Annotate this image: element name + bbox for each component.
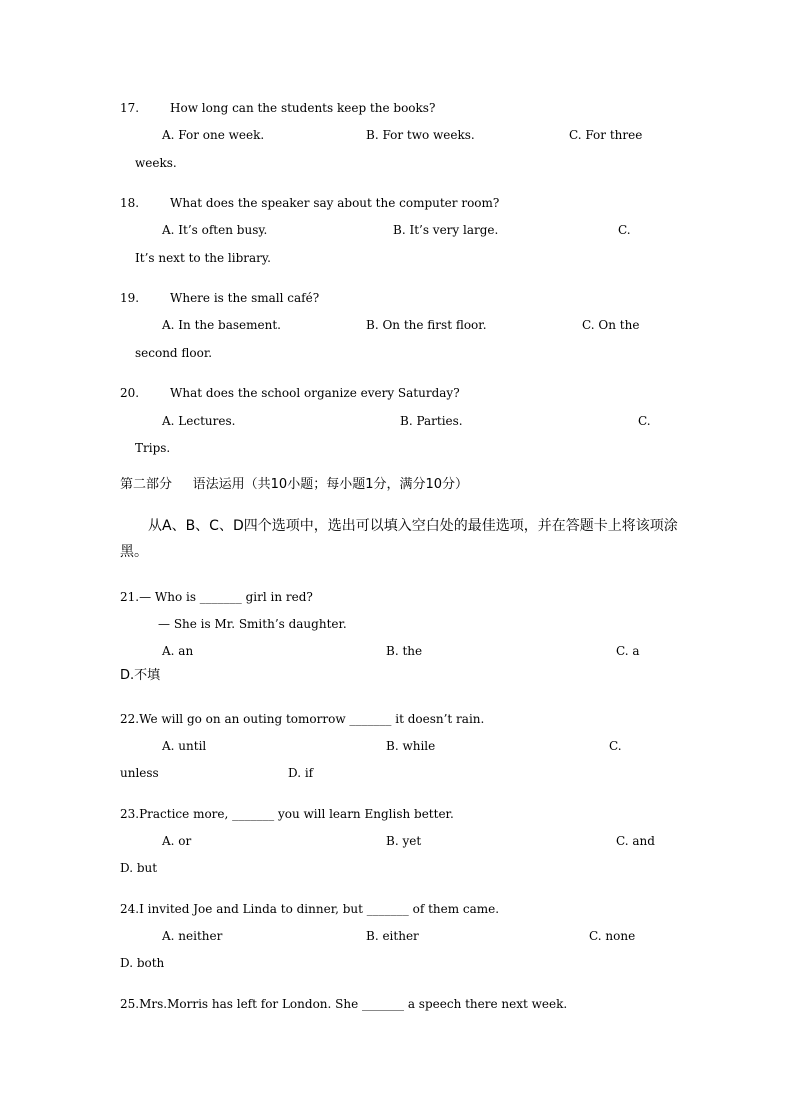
question-17-option-b: B. For two weeks.: [366, 128, 475, 142]
question-24-option-b: B. either: [366, 929, 419, 943]
question-22-option-b: B. while: [386, 739, 436, 753]
question-23-option-c: C. and: [616, 834, 655, 848]
question-25-stem: 25.Mrs.Morris has left for London. She _______ a speech there next week.: [120, 997, 568, 1011]
question-19-number: 19.: [120, 291, 140, 305]
question-20-option-b: B. Parties.: [400, 414, 463, 428]
question-22-option-d: D. if: [288, 766, 314, 780]
question-18-option-b: B. It’s very large.: [393, 223, 499, 237]
question-23-option-d: D. but: [120, 861, 158, 875]
question-22-option-a: A. until: [162, 739, 207, 753]
question-21-reply: — She is Mr. Smith’s daughter.: [158, 617, 347, 631]
question-24-option-a: A. neither: [162, 929, 223, 943]
question-19-option-c-continued: second floor.: [135, 346, 213, 360]
question-18-option-a: A. It’s often busy.: [162, 223, 268, 237]
question-22-stem: 22.We will go on an outing tomorrow _______ it doesn’t rain.: [120, 712, 485, 726]
question-18-stem: What does the speaker say about the computer room?: [170, 196, 500, 210]
question-23-stem: 23.Practice more, _______ you will learn English better.: [120, 807, 454, 821]
question-18-option-c: C.: [618, 223, 631, 237]
question-24-option-d: D. both: [120, 956, 165, 970]
question-19-option-c: C. On the: [582, 318, 640, 332]
question-23-option-a: A. or: [162, 834, 192, 848]
question-20-number: 20.: [120, 386, 140, 400]
question-21-option-c: C. a: [616, 644, 640, 658]
instructions-line-1: 从A、B、C、D四个选项中，选出可以填入空白处的最佳选项，并在答题卡上将该项涂: [148, 518, 678, 534]
question-17-stem: How long can the students keep the books?: [170, 101, 436, 115]
question-17-option-c-continued: weeks.: [135, 156, 177, 170]
question-22-option-c: C.: [609, 739, 622, 753]
question-17-option-a: A. For one week.: [162, 128, 265, 142]
question-17-number: 17.: [120, 101, 140, 115]
question-19-option-b: B. On the first floor.: [366, 318, 487, 332]
question-19-stem: Where is the small café?: [170, 291, 320, 305]
question-20-stem: What does the school organize every Saturday?: [170, 386, 460, 400]
question-19-option-a: A. In the basement.: [162, 318, 281, 332]
question-21-stem: 21.— Who is _______ girl in red?: [120, 590, 313, 604]
question-22-option-c-continued: unless: [120, 766, 159, 780]
section-heading: 第二部分 语法运用（共10小题；每小题1分，满分10分）: [120, 477, 469, 492]
question-21-option-a: A. an: [162, 644, 194, 658]
question-18-option-c-continued: It’s next to the library.: [135, 251, 271, 265]
question-20-option-a: A. Lectures.: [162, 414, 236, 428]
question-17-option-c: C. For three: [569, 128, 643, 142]
question-20-option-c-continued: Trips.: [135, 441, 171, 455]
question-23-option-b: B. yet: [386, 834, 422, 848]
instructions-line-2: 黑。: [120, 544, 148, 560]
question-21-option-d: D.不填: [120, 668, 161, 683]
question-18-number: 18.: [120, 196, 140, 210]
question-24-stem: 24.I invited Joe and Linda to dinner, but _______ of them came.: [120, 902, 500, 916]
question-21-option-b: B. the: [386, 644, 423, 658]
question-24-option-c: C. none: [589, 929, 636, 943]
question-20-option-c: C.: [638, 414, 651, 428]
